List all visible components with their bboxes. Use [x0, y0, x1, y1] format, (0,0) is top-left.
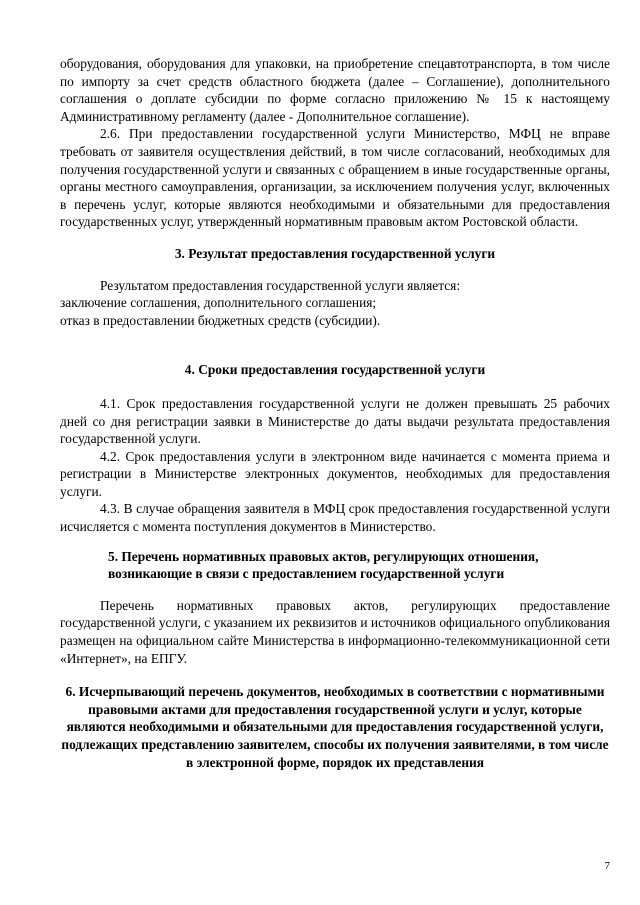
paragraph-4-2: 4.2. Срок предоставления услуги в электронном виде начинается с момента приема и регистрации в Министерстве электронных документов, необходимых для предоставления услуги. — [60, 448, 610, 499]
section-3-heading: 3. Результат предоставления государственной услуги — [174, 245, 496, 261]
paragraph-4-1: 4.1. Срок предоставления государственной услуги не должен превышать 25 рабочих дней со дня регистрации заявки в Министерстве до даты выдачи результата предоставления государственной услуги. — [60, 395, 610, 447]
section-3-item: заключение соглашения, дополнительного соглашения; — [60, 295, 377, 311]
section-3-item: отказ в предоставлении бюджетных средств (субсидии). — [60, 312, 381, 328]
document-page — [60, 55, 610, 771]
paragraph-2-6: 2.6. При предоставлении государственной услуги Министерство, МФЦ не вправе требовать от заявителя осуществления действий, в том числе согласований, необходимых для получения государственной услуги и связанных с обращением в иные государственные органы, органы местного самоуправления, организации, за исключением получения услуг, включенных в перечень услуг, которые являются необходимыми и обязательными для предоставления государственных услуг, утвержденный нормативным правовым актом Ростовской области. — [60, 126, 610, 230]
section-3-intro: Результатом предоставления государственной услуги является: — [100, 277, 461, 293]
paragraph-4-3: 4.3. В случае обращения заявителя в МФЦ срок предоставления государственной услуги исчисляется с момента поступления документов в Министерство. — [60, 501, 610, 535]
section-6-heading: 6. Исчерпывающий перечень документов, необходимых в соответствии с нормативными правовыми актами для предоставления государственной услуги и услуг, которые являются необходимыми и обязательными для предоставления государственной услуги, подлежащих представлению заявителем, способы их получения заявителями, в том числе в электронной форме, порядок их представления — [61, 684, 609, 770]
paragraph-continuation: оборудования, оборудования для упаковки, на приобретение спецавтотранспорта, в том числе по импорту за счет средств областного бюджета (далее – Соглашение), дополнительного соглашения о доплате субсидии по форме согласно приложению № 15 к настоящему Административному регламенту (далее - Дополнительное соглашение). — [60, 56, 610, 124]
page-number: 7 — [604, 860, 610, 872]
paragraph-5-1: Перечень нормативных правовых актов, регулирующих предоставление государственной услуги, с указанием их реквизитов и источников официального опубликования размещен на официальном сайте Министерства в информационно-телекоммуникационной сети «Интернет», на ЕПГУ. — [60, 597, 610, 666]
section-4-heading: 4. Сроки предоставления государственной услуги — [184, 362, 486, 378]
section-5-heading: 5. Перечень нормативных правовых актов, регулирующих отношения, возникающие в связи с предоставлением государственной услуги — [108, 548, 539, 582]
